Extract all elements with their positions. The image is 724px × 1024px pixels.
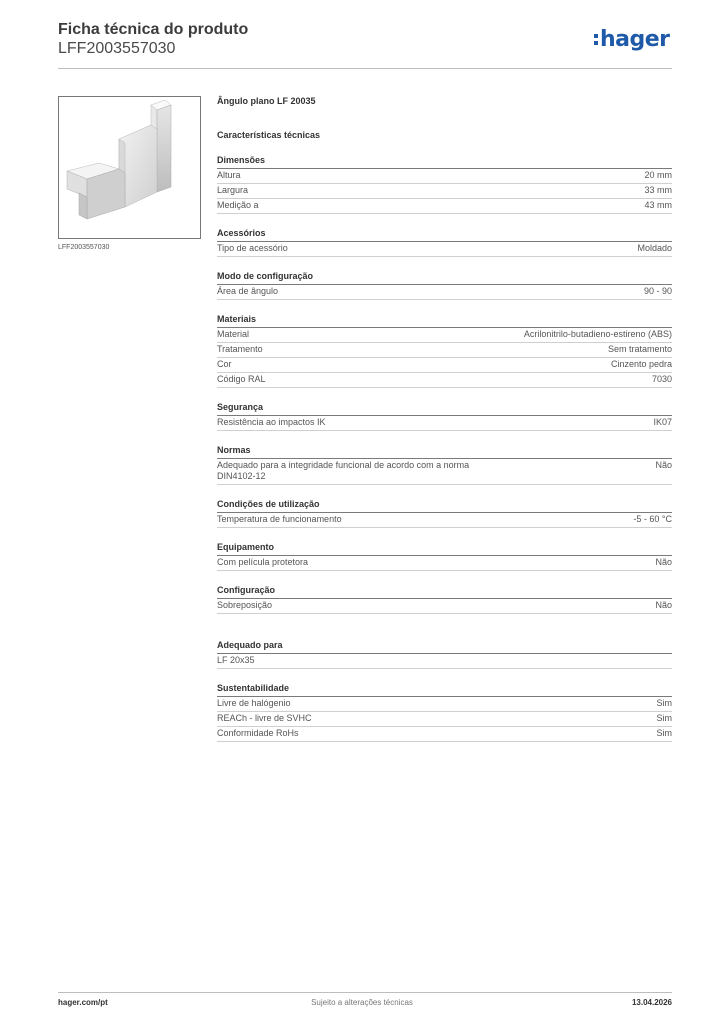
hager-logo[interactable] (594, 27, 670, 52)
spec-label: Tipo de acessório (217, 243, 288, 253)
spec-row (217, 184, 672, 199)
spec-row (217, 556, 672, 571)
section-configuracao (217, 584, 672, 614)
technical-characteristics-heading: Características técnicas (217, 130, 321, 140)
section-title: Sustentabilidade (217, 682, 672, 697)
spec-row (217, 328, 672, 343)
section-title: Equipamento (217, 541, 672, 556)
spec-label: Conformidade RoHs (217, 728, 299, 738)
header-divider (58, 68, 672, 69)
spec-label: Material (217, 329, 250, 339)
section-acessorios (217, 227, 672, 257)
spec-row (217, 654, 672, 669)
section-title: Modo de configuração (217, 270, 672, 285)
spec-label: Resistência ao impactos IK (217, 417, 326, 427)
section-title: Adequado para (217, 639, 672, 654)
spec-value: Não (655, 460, 672, 470)
spec-label: Livre de halógenio (217, 698, 291, 708)
spec-label: Área de ângulo (217, 286, 279, 296)
section-modo-configuracao (217, 270, 672, 300)
spec-label: Cor (217, 359, 232, 369)
spec-row (217, 169, 672, 184)
spec-value: 7030 (651, 374, 672, 384)
spec-row (217, 712, 672, 727)
spec-row (217, 599, 672, 614)
spec-row (217, 459, 672, 485)
image-caption: LFF2003557030 (58, 244, 110, 251)
section-dimensoes (217, 154, 672, 214)
spec-value: Sim (656, 698, 672, 708)
spec-label: Adequado para a integridade funcional de acordo com a norma DIN4102-12 (217, 460, 470, 481)
section-title: Dimensões (217, 154, 672, 169)
spec-row (217, 242, 672, 257)
spec-label: Altura (217, 170, 241, 180)
spec-value: Acrilonitrilo-butadieno-estireno (ABS) (523, 329, 672, 339)
section-title: Acessórios (217, 227, 672, 242)
footer-divider (58, 992, 672, 993)
spec-row (217, 416, 672, 431)
spec-label: LF 20x35 (217, 655, 255, 665)
spec-label: Tratamento (217, 344, 263, 354)
spec-label: Sobreposição (217, 600, 273, 610)
spec-label: Temperatura de funcionamento (217, 514, 342, 524)
product-details (217, 95, 672, 742)
spec-value: 33 mm (644, 185, 672, 195)
spec-value: Não (655, 557, 672, 567)
product-name: Ângulo plano LF 20035 (217, 96, 316, 106)
spec-value: IK07 (653, 417, 672, 427)
spec-value: Moldado (637, 243, 672, 253)
footer-date: 13.04.2026 (631, 998, 672, 1007)
spec-label: Código RAL (217, 374, 266, 384)
section-title: Materiais (217, 313, 672, 328)
spec-value: Cinzento pedra (610, 359, 672, 369)
spec-label: Com película protetora (217, 557, 309, 567)
spec-row (217, 199, 672, 214)
section-materiais (217, 313, 672, 388)
spec-value: Sim (656, 713, 672, 723)
spec-row (217, 513, 672, 528)
spec-value: 43 mm (644, 200, 672, 210)
section-title: Condições de utilização (217, 498, 672, 513)
section-normas (217, 444, 672, 485)
spec-value: Sem tratamento (607, 344, 672, 354)
spec-label: Largura (217, 185, 249, 195)
spec-row (217, 358, 672, 373)
spec-value: 20 mm (644, 170, 672, 180)
flat-angle-product-photo-icon (59, 97, 200, 238)
footer-website-link[interactable]: hager.com/pt (58, 998, 108, 1007)
section-seguranca (217, 401, 672, 431)
logo-dots-icon (594, 34, 598, 45)
section-sustentabilidade (217, 682, 672, 742)
spec-row (217, 727, 672, 742)
section-title: Normas (217, 444, 672, 459)
spec-value: Sim (656, 728, 672, 738)
spec-row (217, 373, 672, 388)
spec-row (217, 697, 672, 712)
spec-label: REACh - livre de SVHC (217, 713, 312, 723)
section-condicoes-utilizacao (217, 498, 672, 528)
spec-row (217, 285, 672, 300)
section-title: Segurança (217, 401, 672, 416)
section-title: Configuração (217, 584, 672, 599)
section-equipamento (217, 541, 672, 571)
logo-text: hager (600, 27, 670, 52)
spec-row (217, 343, 672, 358)
spec-label: Medição a (217, 200, 259, 210)
product-image (58, 96, 201, 239)
spec-value: 90 - 90 (643, 286, 672, 296)
page-title: Ficha técnica do produto (58, 21, 249, 38)
footer-disclaimer: Sujeito a alterações técnicas (311, 998, 413, 1007)
spec-value: Não (655, 600, 672, 610)
section-adequado-para (217, 639, 672, 669)
product-code: LFF2003557030 (58, 40, 176, 57)
spec-value: -5 - 60 °C (633, 514, 672, 524)
